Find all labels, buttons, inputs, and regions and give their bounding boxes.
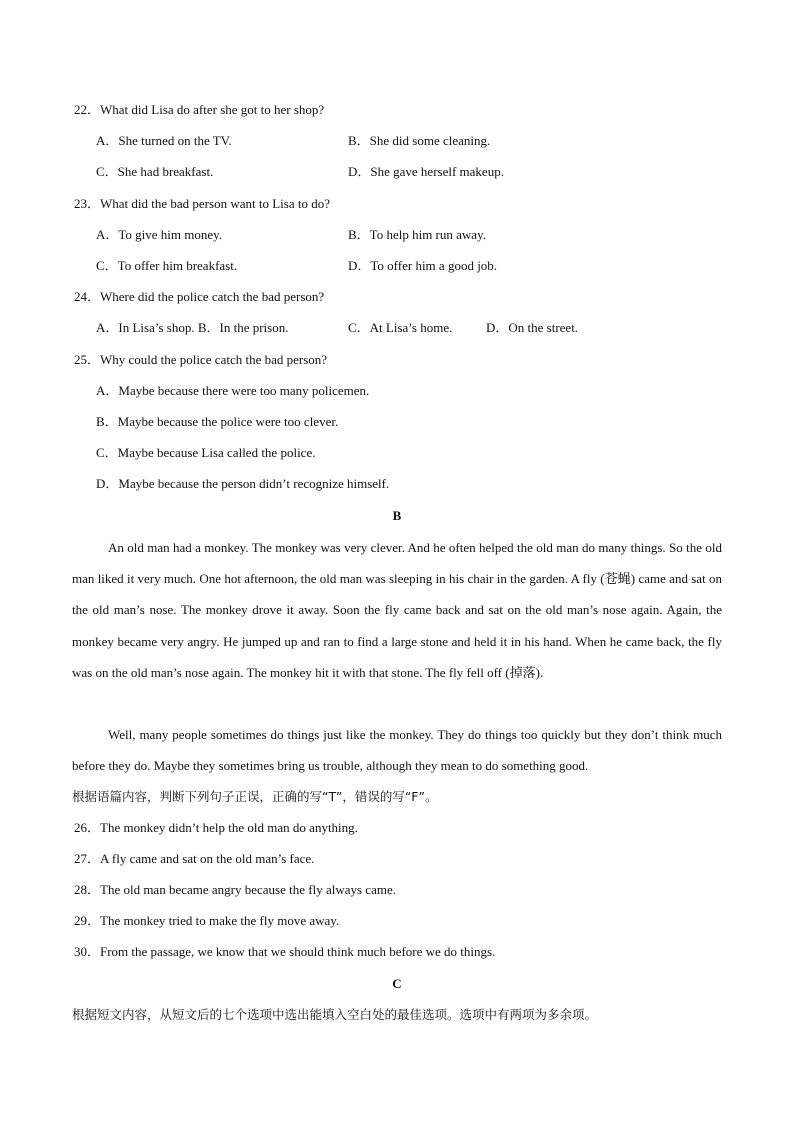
paragraph-1-text: An old man had a monkey. The monkey was very clever. And he often helped the old man do many things. So the old man liked it very much. One hot afternoon, the old man was sleeping in his chair in the garden. A fly (苍蝇) came and sat on the old man’s nose. The monkey drove it away. Soon the fly came back and sat on the old man’s nose again. Again, the monkey became very angry. He jumped up and ran to find a large stone and held it in his hand. When he came back, the fly was on the old man’s nose again. The monkey hit it with that stone. The fly fell off (掉落). [72,540,722,680]
option-25-d: D．Maybe because the person didn’t recognize himself. [96,476,390,491]
section-b-paragraph-2 [72,719,722,781]
statement-30: 30．From the passage, we know that we should think much before we do things. [74,944,496,959]
option-24-c: C．At Lisa’s home. [348,320,453,335]
paragraph-2-text: Well, many people sometimes do things just like the monkey. They do things too quickly but they don’t think much before they do. Maybe they sometimes bring us trouble, although they mean to do something good. [72,727,722,774]
statement-27: 27．A fly came and sat on the old man’s face. [74,851,315,866]
section-b-heading: B [392,508,402,523]
option-22-c: C．She had breakfast. [96,164,214,179]
option-25-a: A．Maybe because there were too many policemen. [96,383,370,398]
option-25-b: B．Maybe because the police were too clever. [96,414,339,429]
option-23-c: C．To offer him breakfast. [96,258,238,273]
question-22: 22．What did Lisa do after she got to her shop? [74,102,325,117]
section-b-paragraph-1 [72,532,722,688]
option-23-d: D．To offer him a good job. [348,258,498,273]
question-24: 24．Where did the police catch the bad person? [74,289,325,304]
option-24-a-b: A．In Lisa’s shop. B．In the prison. [96,320,289,335]
option-22-a: A．She turned on the TV. [96,133,232,148]
section-b-instruction: 根据语篇内容，判断下列句子正误，正确的写“T”，错误的写“F”。 [72,789,438,804]
section-c-instruction: 根据短文内容，从短文后的七个选项中选出能填入空白处的最佳选项。选项中有两项为多余项。 [72,1007,598,1022]
statement-28: 28．The old man became angry because the fly always came. [74,882,396,897]
option-22-d: D．She gave herself makeup. [348,164,504,179]
section-c-heading: C [392,976,402,991]
option-24-d: D．On the street. [486,320,579,335]
statement-29: 29．The monkey tried to make the fly move away. [74,913,340,928]
option-22-b: B．She did some cleaning. [348,133,491,148]
option-25-c: C．Maybe because Lisa called the police. [96,445,316,460]
option-23-b: B．To help him run away. [348,227,486,242]
question-23: 23．What did the bad person want to Lisa to do? [74,196,330,211]
question-25: 25．Why could the police catch the bad person? [74,352,328,367]
option-23-a: A．To give him money. [96,227,223,242]
statement-26: 26．The monkey didn’t help the old man do anything. [74,820,358,835]
